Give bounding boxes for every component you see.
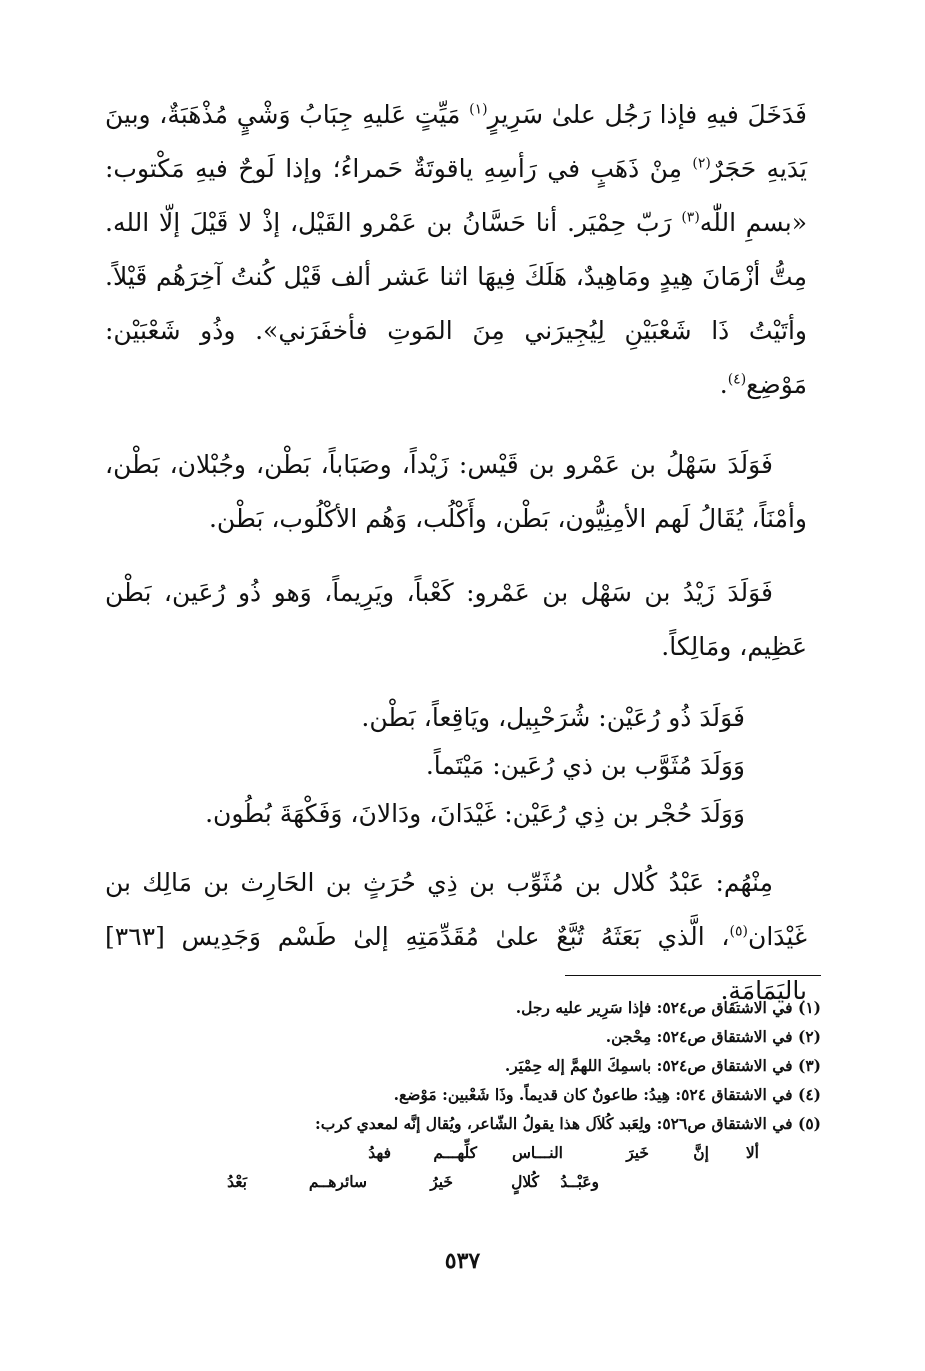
paragraph-2: فَوَلَدَ سَهْلُ بن عَمْرو بن قَيْس: زَيْداً، وصَبَاباً، بَطْن، وجُبْلان، بَطْن، وأمْنَاً، يُقَالُ لَهم الأمِنِيُّون، بَطْن، وأَكْلُب، وَهُم الأكْلُوب، بَطْن. [105,450,807,533]
footnote-ref-4: (٤) [727,371,747,388]
paragraph-4-part-1: مِنْهُم: عَبْدُ كُلال بن مُثَوِّب بن ذِي حُرَثٍ بن الحَارِث بن مَالِك بن غَيْدَان [105,868,807,951]
poem-word: بَعْدُ [227,1172,247,1191]
poem-word: النـــاس [512,1143,563,1162]
lineage-line-3: وَوَلَدَ حُجْر بن ذِي رُعَيْن: غَيْدَانَ، ودَالانَ، وَفَكْهَةَ بُطُون. [205,799,745,828]
paragraph-1-part-2: مَيِّتٍ عَليهِ جِبَابُ وَشْيٍ مُذْهَبَةٌ، وبينَ يَدَيهِ حَجَرٌ [105,100,808,183]
main-text [105,88,807,1038]
poem-word: خَيرَ [626,1143,649,1162]
footnote-3: (٣) في الاشتقاق ص٥٢٤: باسمِكَ اللهمَّ إله حِمْيَر. [504,1056,821,1075]
footnote-ref-5: (٥) [729,923,748,940]
paragraph-1-part-1: فَدَخَلَ فيهِ فإذا رَجُل علىٰ سَرِيرٍ [487,100,807,129]
paragraph-1-part-4: رَبّ حِمْيَر. أنا حَسَّانُ بن عَمْرو القَيْل، إذْ لا قَيْلَ إلّا الله. مِتُّ أزْمَانَ هِيدٍ ومَاهِيدٌ، هَلَكَ فِيهَا اثنا عَشر ألف قَيْل كُنتُ آخِرَهُم قَيْلاً. وأتَيْتُ ذَا شَعْبَيْنِ لِيُجِيرَني مِنَ المَوتِ فأخفَرَني». وذُو شَعْبَيْن: مَوْضِع [105,208,807,399]
poem-line-1 [101,1138,821,1167]
poem-word: خَيرُ [430,1172,453,1191]
poem-word: فهدُ [368,1143,391,1162]
page-number: ٥٣٧ [444,1248,481,1274]
footnote-5: (٥) في الاشتقاق ص٥٢٦: ولِعَبد كُلاَل هذا يقولُ الشّاعر، ويُقال إنَّه لمعدي كرب: [315,1114,821,1133]
poem-word: كلِّهـــم [433,1143,477,1162]
paragraph-4-part-2: ، الَّذي بَعَثَهُ تُبَّعٌ علىٰ مُقَدِّمَتِهِ إلىٰ طَسْم وَجَدِيس [٣٦٣] باليَمَامَةِ. [105,922,807,1005]
footnotes [101,993,821,1196]
footnote-ref-3: (٣) [681,209,700,226]
paragraph-1-part-3: مِنْ ذَهَبٍ في رَأسِهِ ياقوتَةٌ حَمراءُ؛ وإذا لَوحٌ فيهِ مَكْتوب: «بسمِ اللّٰه [105,154,807,237]
footnote-1: (١) في الاشتقاق ص٥٢٤: فإذا سَرِير عليه رجل. [515,998,821,1017]
footnote-2: (٢) في الاشتقاق ص٥٢٤: مِحْجن. [605,1027,821,1046]
poem-word: وعَبْــدُ [560,1172,599,1191]
paragraph-3: فَوَلَدَ زَيْدُ بن سَهْل بن عَمْرو: كَعْباً، ويَرِيماً، وَهو ذُو رُعَين، بَطْن عَظِيم، ومَالِكاً. [105,578,807,661]
poem-word: كُلالٍ [511,1172,539,1191]
footnote-ref-2: (٢) [692,155,711,172]
lineage-lines [105,694,807,838]
footnote-4: (٤) في الاشتقاق ٥٢٤: هِيدُ: طاعونٌ كان قديماً. وذَا شَعْبين: مَوْضع. [393,1085,821,1104]
poem-line-2 [101,1167,821,1196]
lineage-line-2: وَوَلَدَ مُثَوَّب بن ذي رُعَين: مَيْتَماً. [425,751,745,780]
paragraph-1 [105,88,807,412]
poem-word: إنَّ [693,1143,709,1162]
poem-word: سائرهــم [308,1172,367,1191]
footnote-divider [565,975,821,976]
paragraph-1-part-5: . [719,370,728,399]
poem-word: ألا [745,1143,759,1162]
lineage-line-1: فَوَلَدَ ذُو رُعَيْن: شُرَحْبِيل، ويَاقِعاً، بَطْن. [361,703,745,732]
footnote-ref-1: (١) [469,101,488,118]
